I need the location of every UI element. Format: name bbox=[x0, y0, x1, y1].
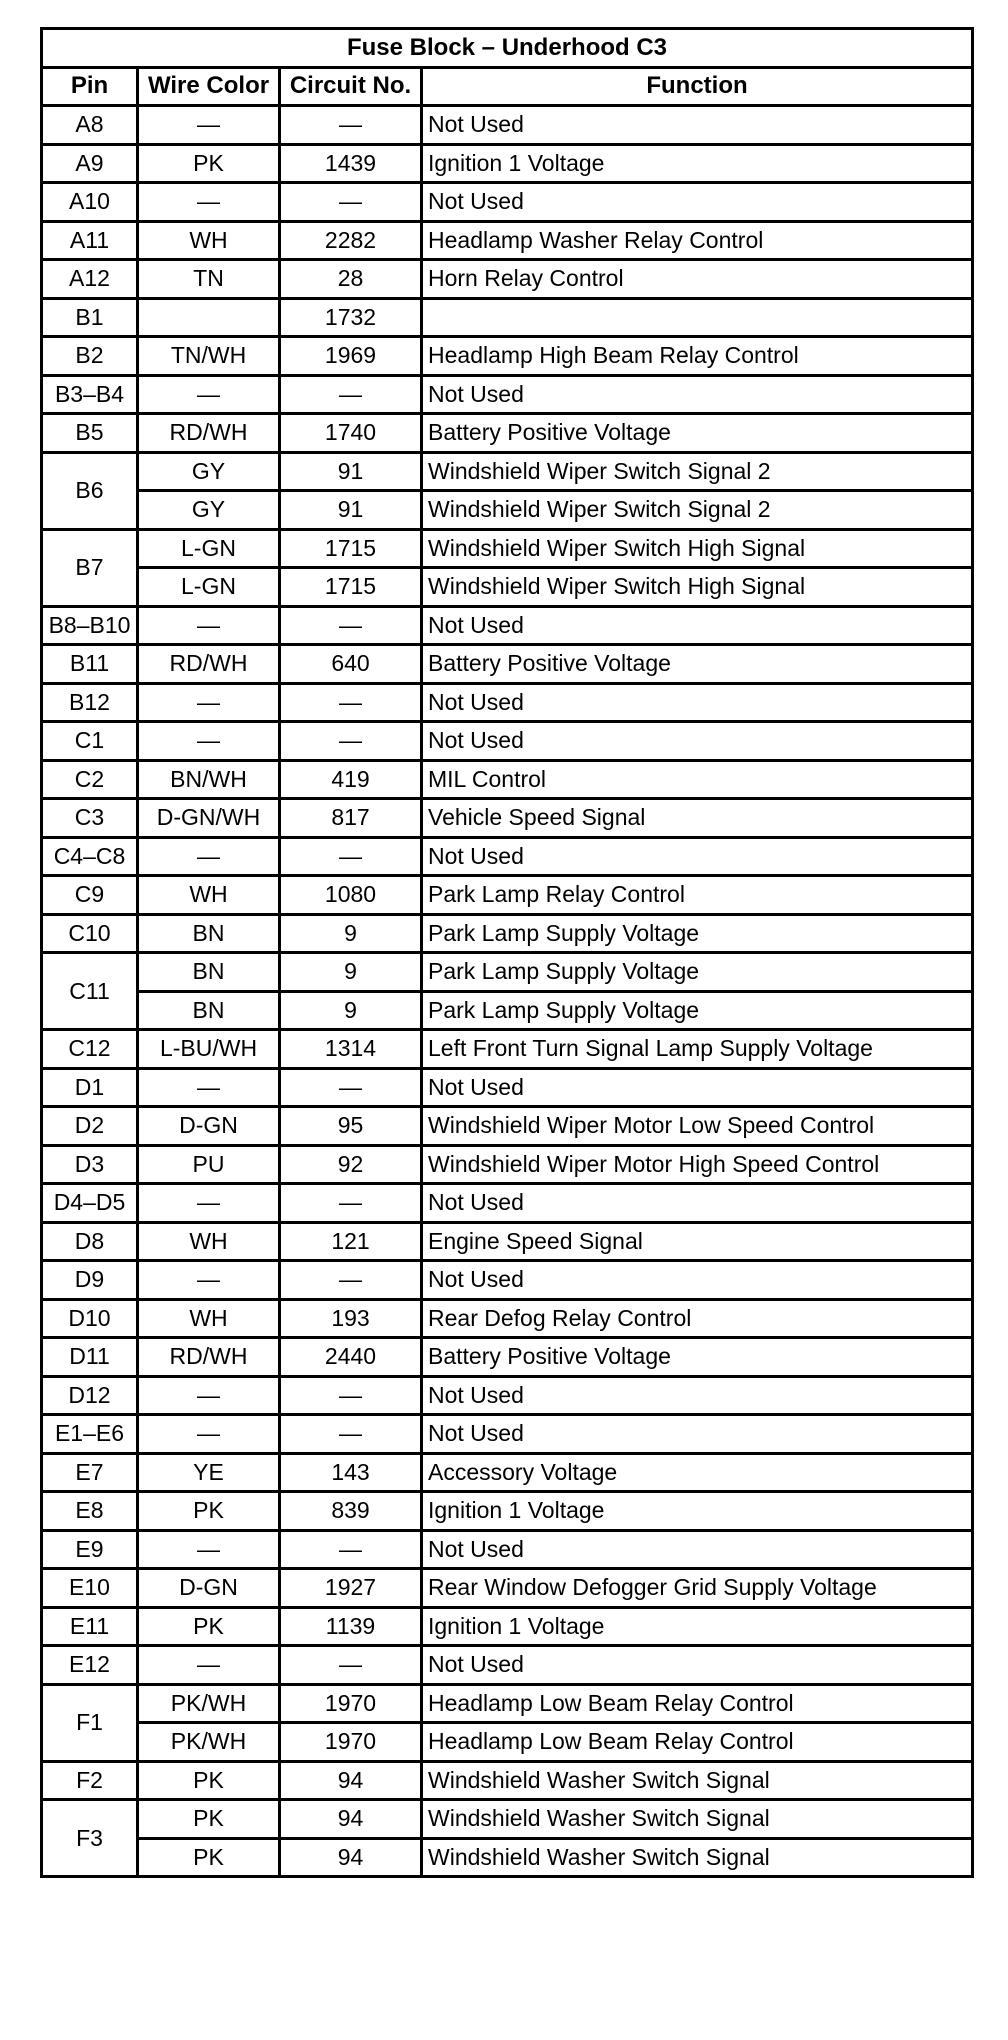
circuit-number-cell: 1732 bbox=[280, 298, 422, 337]
pin-cell: D2 bbox=[42, 1107, 138, 1146]
pin-cell: C11 bbox=[42, 953, 138, 1030]
function-cell: Headlamp Low Beam Relay Control bbox=[422, 1684, 973, 1723]
pin-cell: E11 bbox=[42, 1607, 138, 1646]
pin-cell: C4–C8 bbox=[42, 837, 138, 876]
table-row bbox=[42, 260, 973, 299]
pin-cell: D8 bbox=[42, 1222, 138, 1261]
function-cell: Windshield Washer Switch Signal bbox=[422, 1838, 973, 1877]
table-row bbox=[42, 491, 973, 530]
circuit-number-cell: 28 bbox=[280, 260, 422, 299]
pin-cell: B6 bbox=[42, 452, 138, 529]
header-function: Function bbox=[422, 67, 973, 106]
function-cell: Horn Relay Control bbox=[422, 260, 973, 299]
pin-cell: B1 bbox=[42, 298, 138, 337]
pin-cell: D4–D5 bbox=[42, 1184, 138, 1223]
function-cell: Not Used bbox=[422, 606, 973, 645]
pin-cell: D3 bbox=[42, 1145, 138, 1184]
table-row bbox=[42, 1030, 973, 1069]
function-cell: Park Lamp Supply Voltage bbox=[422, 991, 973, 1030]
function-cell bbox=[422, 298, 973, 337]
function-cell: Not Used bbox=[422, 375, 973, 414]
table-row bbox=[42, 953, 973, 992]
wire-color-cell: — bbox=[138, 606, 280, 645]
table-title: Fuse Block – Underhood C3 bbox=[42, 29, 973, 68]
circuit-number-cell: — bbox=[280, 1376, 422, 1415]
table-row bbox=[42, 568, 973, 607]
wire-color-cell: WH bbox=[138, 221, 280, 260]
function-cell: Not Used bbox=[422, 106, 973, 145]
table-row bbox=[42, 337, 973, 376]
table-row bbox=[42, 144, 973, 183]
table-row bbox=[42, 106, 973, 145]
circuit-number-cell: 94 bbox=[280, 1838, 422, 1877]
circuit-number-cell: 95 bbox=[280, 1107, 422, 1146]
function-cell: Not Used bbox=[422, 1068, 973, 1107]
function-cell: Not Used bbox=[422, 1646, 973, 1685]
function-cell: Not Used bbox=[422, 837, 973, 876]
table-row bbox=[42, 1607, 973, 1646]
table-row bbox=[42, 683, 973, 722]
table-row bbox=[42, 760, 973, 799]
table-row bbox=[42, 914, 973, 953]
pin-cell: E7 bbox=[42, 1453, 138, 1492]
table-row bbox=[42, 1415, 973, 1454]
circuit-number-cell: 9 bbox=[280, 914, 422, 953]
table-header-row bbox=[42, 67, 973, 106]
circuit-number-cell: 193 bbox=[280, 1299, 422, 1338]
wire-color-cell: — bbox=[138, 375, 280, 414]
pin-cell: A11 bbox=[42, 221, 138, 260]
wire-color-cell: GY bbox=[138, 452, 280, 491]
wire-color-cell: — bbox=[138, 1376, 280, 1415]
wire-color-cell: PK/WH bbox=[138, 1684, 280, 1723]
function-cell: Park Lamp Relay Control bbox=[422, 876, 973, 915]
pin-cell: A9 bbox=[42, 144, 138, 183]
circuit-number-cell: — bbox=[280, 683, 422, 722]
wire-color-cell: PK bbox=[138, 144, 280, 183]
circuit-number-cell: — bbox=[280, 1530, 422, 1569]
pin-cell: A10 bbox=[42, 183, 138, 222]
circuit-number-cell: 2282 bbox=[280, 221, 422, 260]
circuit-number-cell: 143 bbox=[280, 1453, 422, 1492]
function-cell: Battery Positive Voltage bbox=[422, 645, 973, 684]
wire-color-cell: — bbox=[138, 837, 280, 876]
circuit-number-cell: 9 bbox=[280, 991, 422, 1030]
circuit-number-cell: 1969 bbox=[280, 337, 422, 376]
circuit-number-cell: — bbox=[280, 1184, 422, 1223]
table-row bbox=[42, 837, 973, 876]
pin-cell: A12 bbox=[42, 260, 138, 299]
circuit-number-cell: — bbox=[280, 183, 422, 222]
circuit-number-cell: 2440 bbox=[280, 1338, 422, 1377]
pin-cell: F1 bbox=[42, 1684, 138, 1761]
header-wire-color: Wire Color bbox=[138, 67, 280, 106]
wire-color-cell: — bbox=[138, 106, 280, 145]
function-cell: Not Used bbox=[422, 722, 973, 761]
function-cell: Windshield Wiper Switch Signal 2 bbox=[422, 452, 973, 491]
circuit-number-cell: 94 bbox=[280, 1800, 422, 1839]
pin-cell: B7 bbox=[42, 529, 138, 606]
function-cell: Windshield Wiper Switch High Signal bbox=[422, 529, 973, 568]
pin-cell: C1 bbox=[42, 722, 138, 761]
function-cell: Not Used bbox=[422, 683, 973, 722]
wire-color-cell: — bbox=[138, 1415, 280, 1454]
wire-color-cell: — bbox=[138, 722, 280, 761]
circuit-number-cell: — bbox=[280, 1415, 422, 1454]
circuit-number-cell: 1927 bbox=[280, 1569, 422, 1608]
table-row bbox=[42, 876, 973, 915]
wire-color-cell: PK bbox=[138, 1800, 280, 1839]
circuit-number-cell: 817 bbox=[280, 799, 422, 838]
pin-cell: C12 bbox=[42, 1030, 138, 1069]
circuit-number-cell: — bbox=[280, 106, 422, 145]
circuit-number-cell: 1970 bbox=[280, 1723, 422, 1762]
function-cell: Windshield Wiper Switch Signal 2 bbox=[422, 491, 973, 530]
circuit-number-cell: 9 bbox=[280, 953, 422, 992]
circuit-number-cell: — bbox=[280, 722, 422, 761]
circuit-number-cell: 92 bbox=[280, 1145, 422, 1184]
circuit-number-cell: 1715 bbox=[280, 568, 422, 607]
wire-color-cell: PU bbox=[138, 1145, 280, 1184]
circuit-number-cell: — bbox=[280, 1646, 422, 1685]
table-row bbox=[42, 799, 973, 838]
circuit-number-cell: 1715 bbox=[280, 529, 422, 568]
wire-color-cell: — bbox=[138, 1261, 280, 1300]
table-row bbox=[42, 183, 973, 222]
wire-color-cell: — bbox=[138, 683, 280, 722]
function-cell: Not Used bbox=[422, 1261, 973, 1300]
pin-cell: E1–E6 bbox=[42, 1415, 138, 1454]
table-row bbox=[42, 1453, 973, 1492]
table-row bbox=[42, 529, 973, 568]
function-cell: Windshield Washer Switch Signal bbox=[422, 1800, 973, 1839]
wire-color-cell: D-GN bbox=[138, 1107, 280, 1146]
pin-cell: E12 bbox=[42, 1646, 138, 1685]
function-cell: Not Used bbox=[422, 1184, 973, 1223]
pin-cell: C2 bbox=[42, 760, 138, 799]
circuit-number-cell: — bbox=[280, 837, 422, 876]
wire-color-cell: PK/WH bbox=[138, 1723, 280, 1762]
pin-cell: D9 bbox=[42, 1261, 138, 1300]
wire-color-cell: GY bbox=[138, 491, 280, 530]
function-cell: Ignition 1 Voltage bbox=[422, 1607, 973, 1646]
table-row bbox=[42, 452, 973, 491]
pin-cell: B11 bbox=[42, 645, 138, 684]
table-row bbox=[42, 1299, 973, 1338]
pin-cell: E10 bbox=[42, 1569, 138, 1608]
function-cell: Not Used bbox=[422, 183, 973, 222]
wire-color-cell: WH bbox=[138, 1299, 280, 1338]
table-row bbox=[42, 722, 973, 761]
table-row bbox=[42, 1145, 973, 1184]
pin-cell: F3 bbox=[42, 1800, 138, 1877]
pin-cell: E8 bbox=[42, 1492, 138, 1531]
wire-color-cell: — bbox=[138, 1646, 280, 1685]
pin-cell: B8–B10 bbox=[42, 606, 138, 645]
wire-color-cell: — bbox=[138, 183, 280, 222]
function-cell: Rear Window Defogger Grid Supply Voltage bbox=[422, 1569, 973, 1608]
wire-color-cell: BN bbox=[138, 991, 280, 1030]
function-cell: Vehicle Speed Signal bbox=[422, 799, 973, 838]
table-row bbox=[42, 1838, 973, 1877]
function-cell: Battery Positive Voltage bbox=[422, 1338, 973, 1377]
table-row bbox=[42, 1068, 973, 1107]
table-body bbox=[42, 106, 973, 1877]
wire-color-cell: D-GN bbox=[138, 1569, 280, 1608]
wire-color-cell: — bbox=[138, 1184, 280, 1223]
table-row bbox=[42, 606, 973, 645]
function-cell: Ignition 1 Voltage bbox=[422, 144, 973, 183]
pin-cell: B5 bbox=[42, 414, 138, 453]
table-row bbox=[42, 1800, 973, 1839]
table-row bbox=[42, 414, 973, 453]
wire-color-cell: BN bbox=[138, 914, 280, 953]
table-row bbox=[42, 1530, 973, 1569]
function-cell: Windshield Wiper Motor High Speed Control bbox=[422, 1145, 973, 1184]
table-row bbox=[42, 1107, 973, 1146]
pin-cell: C3 bbox=[42, 799, 138, 838]
pin-cell: B2 bbox=[42, 337, 138, 376]
pin-cell: D12 bbox=[42, 1376, 138, 1415]
wire-color-cell: PK bbox=[138, 1607, 280, 1646]
function-cell: Windshield Washer Switch Signal bbox=[422, 1761, 973, 1800]
circuit-number-cell: 839 bbox=[280, 1492, 422, 1531]
function-cell: MIL Control bbox=[422, 760, 973, 799]
pin-cell: D10 bbox=[42, 1299, 138, 1338]
table-row bbox=[42, 1569, 973, 1608]
wire-color-cell: D-GN/WH bbox=[138, 799, 280, 838]
wire-color-cell: PK bbox=[138, 1492, 280, 1531]
circuit-number-cell: 1740 bbox=[280, 414, 422, 453]
pin-cell: D11 bbox=[42, 1338, 138, 1377]
wire-color-cell: BN bbox=[138, 953, 280, 992]
table-row bbox=[42, 298, 973, 337]
wire-color-cell: PK bbox=[138, 1838, 280, 1877]
circuit-number-cell: 419 bbox=[280, 760, 422, 799]
connector-pinout-table bbox=[40, 27, 974, 1878]
circuit-number-cell: 1139 bbox=[280, 1607, 422, 1646]
header-pin: Pin bbox=[42, 67, 138, 106]
table-row bbox=[42, 1761, 973, 1800]
pin-cell: A8 bbox=[42, 106, 138, 145]
function-cell: Battery Positive Voltage bbox=[422, 414, 973, 453]
function-cell: Not Used bbox=[422, 1376, 973, 1415]
wire-color-cell: BN/WH bbox=[138, 760, 280, 799]
wire-color-cell: WH bbox=[138, 876, 280, 915]
pin-cell: D1 bbox=[42, 1068, 138, 1107]
pin-cell: C10 bbox=[42, 914, 138, 953]
pin-cell: F2 bbox=[42, 1761, 138, 1800]
circuit-number-cell: 91 bbox=[280, 491, 422, 530]
function-cell: Windshield Wiper Motor Low Speed Control bbox=[422, 1107, 973, 1146]
wire-color-cell: RD/WH bbox=[138, 414, 280, 453]
function-cell: Park Lamp Supply Voltage bbox=[422, 953, 973, 992]
table-row bbox=[42, 1376, 973, 1415]
table-row bbox=[42, 1646, 973, 1685]
wire-color-cell: PK bbox=[138, 1761, 280, 1800]
wire-color-cell: L-BU/WH bbox=[138, 1030, 280, 1069]
table-row bbox=[42, 1222, 973, 1261]
function-cell: Park Lamp Supply Voltage bbox=[422, 914, 973, 953]
table-row bbox=[42, 1338, 973, 1377]
circuit-number-cell: — bbox=[280, 375, 422, 414]
wire-color-cell: WH bbox=[138, 1222, 280, 1261]
table-row bbox=[42, 1492, 973, 1531]
table-row bbox=[42, 1184, 973, 1223]
function-cell: Rear Defog Relay Control bbox=[422, 1299, 973, 1338]
function-cell: Accessory Voltage bbox=[422, 1453, 973, 1492]
table-row bbox=[42, 1723, 973, 1762]
table-title-row bbox=[42, 29, 973, 68]
function-cell: Windshield Wiper Switch High Signal bbox=[422, 568, 973, 607]
wire-color-cell: L-GN bbox=[138, 568, 280, 607]
circuit-number-cell: 640 bbox=[280, 645, 422, 684]
circuit-number-cell: 1080 bbox=[280, 876, 422, 915]
circuit-number-cell: 94 bbox=[280, 1761, 422, 1800]
circuit-number-cell: 91 bbox=[280, 452, 422, 491]
function-cell: Left Front Turn Signal Lamp Supply Voltage bbox=[422, 1030, 973, 1069]
wire-color-cell: RD/WH bbox=[138, 645, 280, 684]
circuit-number-cell: 1314 bbox=[280, 1030, 422, 1069]
function-cell: Headlamp High Beam Relay Control bbox=[422, 337, 973, 376]
table-row bbox=[42, 1261, 973, 1300]
wire-color-cell: TN bbox=[138, 260, 280, 299]
pin-cell: E9 bbox=[42, 1530, 138, 1569]
function-cell: Headlamp Washer Relay Control bbox=[422, 221, 973, 260]
table-row bbox=[42, 1684, 973, 1723]
wire-color-cell: TN/WH bbox=[138, 337, 280, 376]
pin-cell: B12 bbox=[42, 683, 138, 722]
wire-color-cell: — bbox=[138, 1530, 280, 1569]
table-row bbox=[42, 375, 973, 414]
wire-color-cell bbox=[138, 298, 280, 337]
circuit-number-cell: 1439 bbox=[280, 144, 422, 183]
circuit-number-cell: — bbox=[280, 1261, 422, 1300]
table-row bbox=[42, 645, 973, 684]
wire-color-cell: L-GN bbox=[138, 529, 280, 568]
pin-cell: C9 bbox=[42, 876, 138, 915]
wire-color-cell: — bbox=[138, 1068, 280, 1107]
wire-color-cell: YE bbox=[138, 1453, 280, 1492]
function-cell: Headlamp Low Beam Relay Control bbox=[422, 1723, 973, 1762]
function-cell: Not Used bbox=[422, 1530, 973, 1569]
function-cell: Not Used bbox=[422, 1415, 973, 1454]
circuit-number-cell: 1970 bbox=[280, 1684, 422, 1723]
table-row bbox=[42, 991, 973, 1030]
function-cell: Engine Speed Signal bbox=[422, 1222, 973, 1261]
circuit-number-cell: — bbox=[280, 606, 422, 645]
pin-cell: B3–B4 bbox=[42, 375, 138, 414]
header-circuit-no: Circuit No. bbox=[280, 67, 422, 106]
table-row bbox=[42, 221, 973, 260]
circuit-number-cell: — bbox=[280, 1068, 422, 1107]
function-cell: Ignition 1 Voltage bbox=[422, 1492, 973, 1531]
wire-color-cell: RD/WH bbox=[138, 1338, 280, 1377]
circuit-number-cell: 121 bbox=[280, 1222, 422, 1261]
